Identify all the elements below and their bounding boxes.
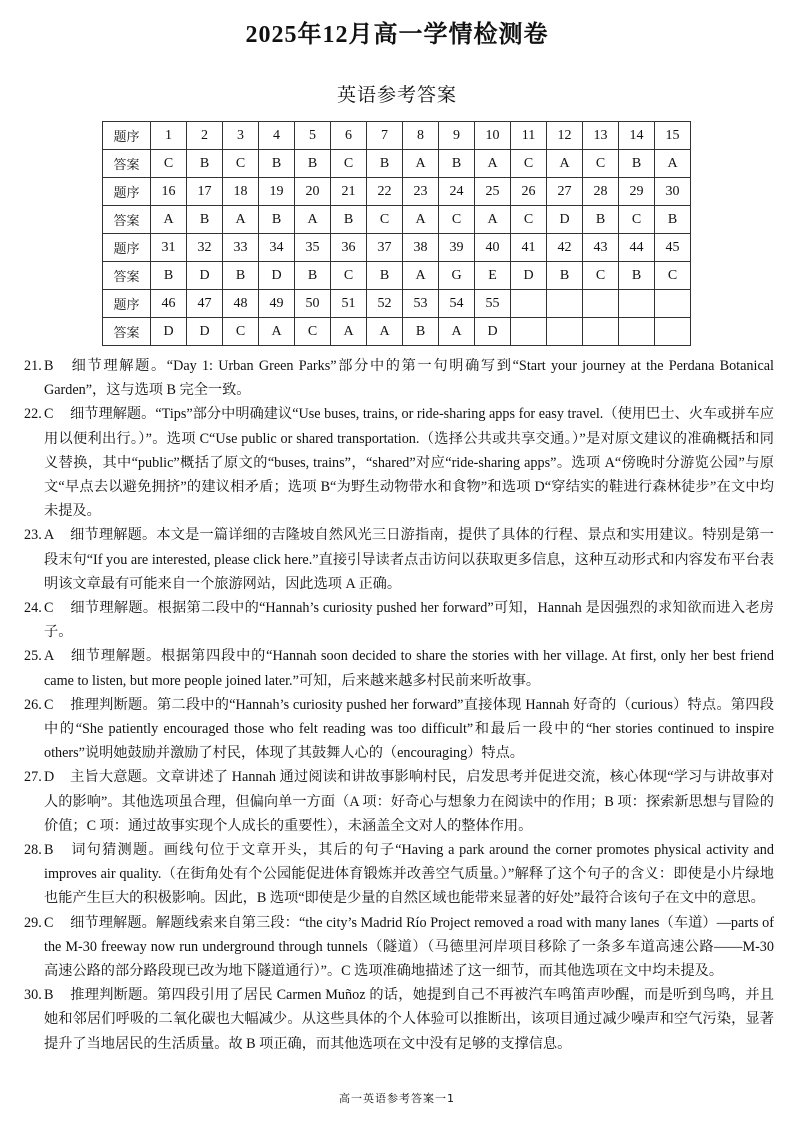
question-number-cell: 7 <box>367 122 403 150</box>
explanation-item <box>24 765 774 838</box>
question-number-cell: 24 <box>439 178 475 206</box>
question-number-cell: 48 <box>223 290 259 318</box>
answer-letter: B <box>44 358 54 374</box>
question-number-cell: 12 <box>547 122 583 150</box>
answer-cell: C <box>223 318 259 346</box>
answer-cell <box>583 318 619 346</box>
number-row <box>103 234 691 262</box>
answer-cell: A <box>475 206 511 234</box>
question-number-cell: 55 <box>475 290 511 318</box>
answer-row-label: 答案 <box>103 262 151 290</box>
question-number-cell: 37 <box>367 234 403 262</box>
explanation-text: 细节理解题。本文是一篇详细的吉隆坡自然风光三日游指南，提供了具体的行程、景点和实用建议。特别是第一段末句“If you are interested, please click here.”直接引导读者点击访问以获取更多信息，这种互动形式和内容发布平台表明该文章最有可能来自一个旅游网站，因此选项 A 正确。 <box>44 527 774 592</box>
answer-cell <box>655 318 691 346</box>
question-number-cell: 50 <box>295 290 331 318</box>
question-number-cell: 54 <box>439 290 475 318</box>
question-number-cell: 42 <box>547 234 583 262</box>
question-number-cell: 31 <box>151 234 187 262</box>
answer-cell: A <box>151 206 187 234</box>
answer-cell <box>547 318 583 346</box>
question-number-cell: 20 <box>295 178 331 206</box>
question-number-cell: 2 <box>187 122 223 150</box>
question-number-cell: 52 <box>367 290 403 318</box>
answer-cell: A <box>439 318 475 346</box>
question-number-cell: 33 <box>223 234 259 262</box>
answer-cell: A <box>403 262 439 290</box>
answer-row <box>103 262 691 290</box>
question-number-cell: 53 <box>403 290 439 318</box>
answer-letter: C <box>44 914 54 931</box>
question-number-cell: 26 <box>511 178 547 206</box>
answer-cell: A <box>547 150 583 178</box>
number-row-label: 题序 <box>103 178 151 206</box>
question-number-cell: 34 <box>259 234 295 262</box>
question-number: 29. <box>24 914 42 931</box>
answer-cell: C <box>511 206 547 234</box>
question-number-cell: 40 <box>475 234 511 262</box>
question-number-cell <box>511 290 547 318</box>
question-number-cell: 49 <box>259 290 295 318</box>
question-number-cell: 43 <box>583 234 619 262</box>
answer-table-body <box>103 122 691 346</box>
question-number-cell: 18 <box>223 178 259 206</box>
page-subtitle: 英语参考答案 <box>336 84 457 106</box>
answer-letter: D <box>44 769 55 786</box>
answer-cell: D <box>547 206 583 234</box>
explanation-text: 细节理解题。根据第二段中的“Hannah’s curiosity pushed her forward”可知，Hannah 是因强烈的求知欲而进入老房子。 <box>44 600 774 641</box>
answer-cell <box>619 318 655 346</box>
answer-cell: A <box>475 150 511 178</box>
answer-cell: C <box>223 150 259 178</box>
answer-letter: B <box>44 987 54 1004</box>
question-number-cell: 1 <box>151 122 187 150</box>
page-title: 2025年12月高一学情检测卷 <box>245 22 549 48</box>
question-number-cell: 51 <box>331 290 367 318</box>
answer-row-label: 答案 <box>103 150 151 178</box>
question-number-cell: 5 <box>295 122 331 150</box>
question-number-cell: 8 <box>403 122 439 150</box>
answer-cell: D <box>475 318 511 346</box>
question-number-cell: 41 <box>511 234 547 262</box>
question-number-cell: 46 <box>151 290 187 318</box>
question-number-cell: 13 <box>583 122 619 150</box>
question-number-cell: 38 <box>403 234 439 262</box>
answer-cell: B <box>259 206 295 234</box>
question-number-cell: 16 <box>151 178 187 206</box>
answer-cell: C <box>331 150 367 178</box>
answer-cell: B <box>439 150 475 178</box>
question-number-cell: 11 <box>511 122 547 150</box>
answer-cell: B <box>655 206 691 234</box>
explanation-item <box>24 523 774 596</box>
number-row-label: 题序 <box>103 122 151 150</box>
explanation-item <box>24 402 774 523</box>
explanation-text: 细节理解题。“Tips”部分中明确建议“Use buses, trains, or ride-sharing apps for easy travel.（使用巴士、火车或拼车应用以便利出行。）”。选项 C“Use public or shared transportation.（选择公共或共享交通。）”是对原文建议的准确概括和同义替换，其中“public”概括了原文的“buses, trains”，“shared”对应“ride-sharing apps”。选项 A“傍晚时分游览公园”与原文“早点去以避免拥挤”的建议相矛盾；选项 B“为野生动物带水和食物”和选项 D“穿结实的鞋进行森林徒步”在文中均未提及。 <box>44 406 774 520</box>
answer-cell: D <box>187 262 223 290</box>
answer-letter: C <box>44 696 54 713</box>
explanation-text: 推理判断题。第四段引用了居民 Carmen Muñoz 的话，她提到自己不再被汽车鸣笛声吵醒，而是听到鸟鸣，并且她和邻居们呼吸的二氧化碳也大幅减少。从这些具体的个人体验可以推断出，该项目通过减少噪声和空气污染，显著提升了当地居民的生活质量。故 B 项正确，而其他选项在文中没有足够的支撑信息。 <box>44 987 774 1052</box>
answer-row <box>103 150 691 178</box>
explanation-text: 推理判断题。第二段中的“Hannah’s curiosity pushed her forward”直接体现 Hannah 好奇的（curious）特点。第四段中的“She patiently encouraged those who felt reading was too difficult”和最后一段中的“her stories continued to inspire others”说明她鼓励并激励了村民，体现了其鼓舞人心的（encouraging）特点。 <box>44 696 774 762</box>
number-row <box>103 178 691 206</box>
explanation-item <box>24 354 774 402</box>
answer-letter: C <box>44 406 54 423</box>
answer-cell: C <box>583 150 619 178</box>
answer-cell: B <box>547 262 583 290</box>
explanation-text: 细节理解题。根据第四段中的“Hannah soon decided to share the stories with her village. At first, only her best friend came to listen, but more people joined later.”可知，后来越来越多村民前来听故事。 <box>44 648 774 689</box>
answer-cell: D <box>187 318 223 346</box>
question-number: 21. <box>24 358 42 374</box>
answer-cell: B <box>259 150 295 178</box>
question-number-cell: 10 <box>475 122 511 150</box>
explanation-text: 主旨大意题。文章讲述了 Hannah 通过阅读和讲故事影响村民，启发思考并促进交流，核心体现“学习与讲故事对人的影响”。其他选项虽合理，但偏向单一方面（A 项：好奇心与想象力在阅读中的作用；B 项：探索新思想与冒险的价值；C 项：通过故事实现个人成长的重要性），未涵盖全文对人的整体作用。 <box>44 769 774 834</box>
question-number-cell: 35 <box>295 234 331 262</box>
answer-row-label: 答案 <box>103 318 151 346</box>
number-row <box>103 290 691 318</box>
answer-cell: A <box>403 150 439 178</box>
answer-cell: E <box>475 262 511 290</box>
answer-cell: B <box>223 262 259 290</box>
question-number-cell: 17 <box>187 178 223 206</box>
question-number: 30. <box>24 987 42 1004</box>
question-number-cell: 39 <box>439 234 475 262</box>
explanations-list <box>24 354 774 1056</box>
question-number-cell <box>619 290 655 318</box>
question-number-cell: 23 <box>403 178 439 206</box>
answer-cell: A <box>367 318 403 346</box>
explanation-item <box>24 596 774 644</box>
answer-letter: A <box>44 648 55 665</box>
answer-cell: B <box>187 206 223 234</box>
page-footer: 高一英语参考答案一1 <box>339 1092 455 1105</box>
answer-cell: C <box>511 150 547 178</box>
answer-row <box>103 206 691 234</box>
answer-cell: B <box>151 262 187 290</box>
question-number-cell: 44 <box>619 234 655 262</box>
answer-cell: C <box>151 150 187 178</box>
explanation-item <box>24 644 774 692</box>
answer-cell: B <box>295 262 331 290</box>
question-number-cell: 4 <box>259 122 295 150</box>
explanation-item <box>24 838 774 911</box>
answer-cell: C <box>439 206 475 234</box>
explanation-text: 词句猜测题。画线句位于文章开头，其后的句子“Having a park around the corner promotes physical activity and improves air quality.（在街角处有个公园能促进体育锻炼并改善空气质量。）”解释了这个句子的含义：即使是小片绿地也能产生巨大的积极影响。因此，B 选项“即使是少量的自然区域也能带来显著的好处”最符合该句子在文中的意思。 <box>44 842 774 907</box>
answer-cell: A <box>259 318 295 346</box>
answer-cell: A <box>331 318 367 346</box>
number-row <box>103 122 691 150</box>
question-number-cell <box>547 290 583 318</box>
answer-cell: B <box>187 150 223 178</box>
question-number-cell <box>583 290 619 318</box>
question-number-cell: 45 <box>655 234 691 262</box>
answer-cell: B <box>367 150 403 178</box>
answer-row <box>103 318 691 346</box>
answer-cell <box>511 318 547 346</box>
answer-cell: B <box>403 318 439 346</box>
question-number: 25. <box>24 648 42 665</box>
answer-row-label: 答案 <box>103 206 151 234</box>
explanation-item <box>24 983 774 1056</box>
question-number-cell: 19 <box>259 178 295 206</box>
question-number: 28. <box>24 842 42 859</box>
answer-cell: G <box>439 262 475 290</box>
question-number-cell: 36 <box>331 234 367 262</box>
question-number-cell: 14 <box>619 122 655 150</box>
answer-letter: A <box>44 527 55 544</box>
answer-cell: A <box>295 206 331 234</box>
answer-cell: C <box>367 206 403 234</box>
question-number-cell: 47 <box>187 290 223 318</box>
question-number-cell <box>655 290 691 318</box>
answer-cell: B <box>583 206 619 234</box>
question-number-cell: 21 <box>331 178 367 206</box>
question-number-cell: 29 <box>619 178 655 206</box>
question-number: 22. <box>24 406 42 423</box>
answer-cell: D <box>259 262 295 290</box>
answer-cell: B <box>367 262 403 290</box>
question-number: 27. <box>24 769 42 786</box>
explanation-item <box>24 911 774 984</box>
question-number-cell: 15 <box>655 122 691 150</box>
answer-cell: C <box>331 262 367 290</box>
answer-cell: A <box>223 206 259 234</box>
answer-letter: C <box>44 600 54 617</box>
question-number: 26. <box>24 696 42 713</box>
question-number-cell: 30 <box>655 178 691 206</box>
answer-cell: B <box>619 150 655 178</box>
answer-cell: D <box>511 262 547 290</box>
question-number-cell: 28 <box>583 178 619 206</box>
answer-letter: B <box>44 842 54 859</box>
question-number: 23. <box>24 527 42 544</box>
answer-cell: C <box>295 318 331 346</box>
explanation-text: 细节理解题。解题线索来自第三段：“the city’s Madrid Río Project removed a road with many lanes（车道）—parts of the M-30 freeway now run underground through tunnels（隧道）（马德里河岸项目移除了一条多车道高速公路——M-30 高速公路的部分路段现已改为地下隧道通行）”。C 选项准确地描述了这一细节，而其他选项在文中均未提及。 <box>44 914 774 980</box>
number-row-label: 题序 <box>103 290 151 318</box>
question-number-cell: 32 <box>187 234 223 262</box>
question-number-cell: 3 <box>223 122 259 150</box>
question-number-cell: 6 <box>331 122 367 150</box>
explanation-text: 细节理解题。“Day 1: Urban Green Parks”部分中的第一句明确写到“Start your journey at the Perdana Botanical Garden”，这与选项 B 完全一致。 <box>44 358 774 399</box>
answer-cell: A <box>655 150 691 178</box>
question-number: 24. <box>24 600 42 617</box>
answer-cell: C <box>619 206 655 234</box>
answer-cell: C <box>583 262 619 290</box>
answer-cell: C <box>655 262 691 290</box>
question-number-cell: 22 <box>367 178 403 206</box>
number-row-label: 题序 <box>103 234 151 262</box>
explanation-item <box>24 693 774 766</box>
question-number-cell: 9 <box>439 122 475 150</box>
answer-cell: B <box>619 262 655 290</box>
question-number-cell: 27 <box>547 178 583 206</box>
question-number-cell: 25 <box>475 178 511 206</box>
answer-cell: B <box>295 150 331 178</box>
answer-cell: B <box>331 206 367 234</box>
answer-cell: A <box>403 206 439 234</box>
answer-cell: D <box>151 318 187 346</box>
answer-table <box>102 121 691 346</box>
